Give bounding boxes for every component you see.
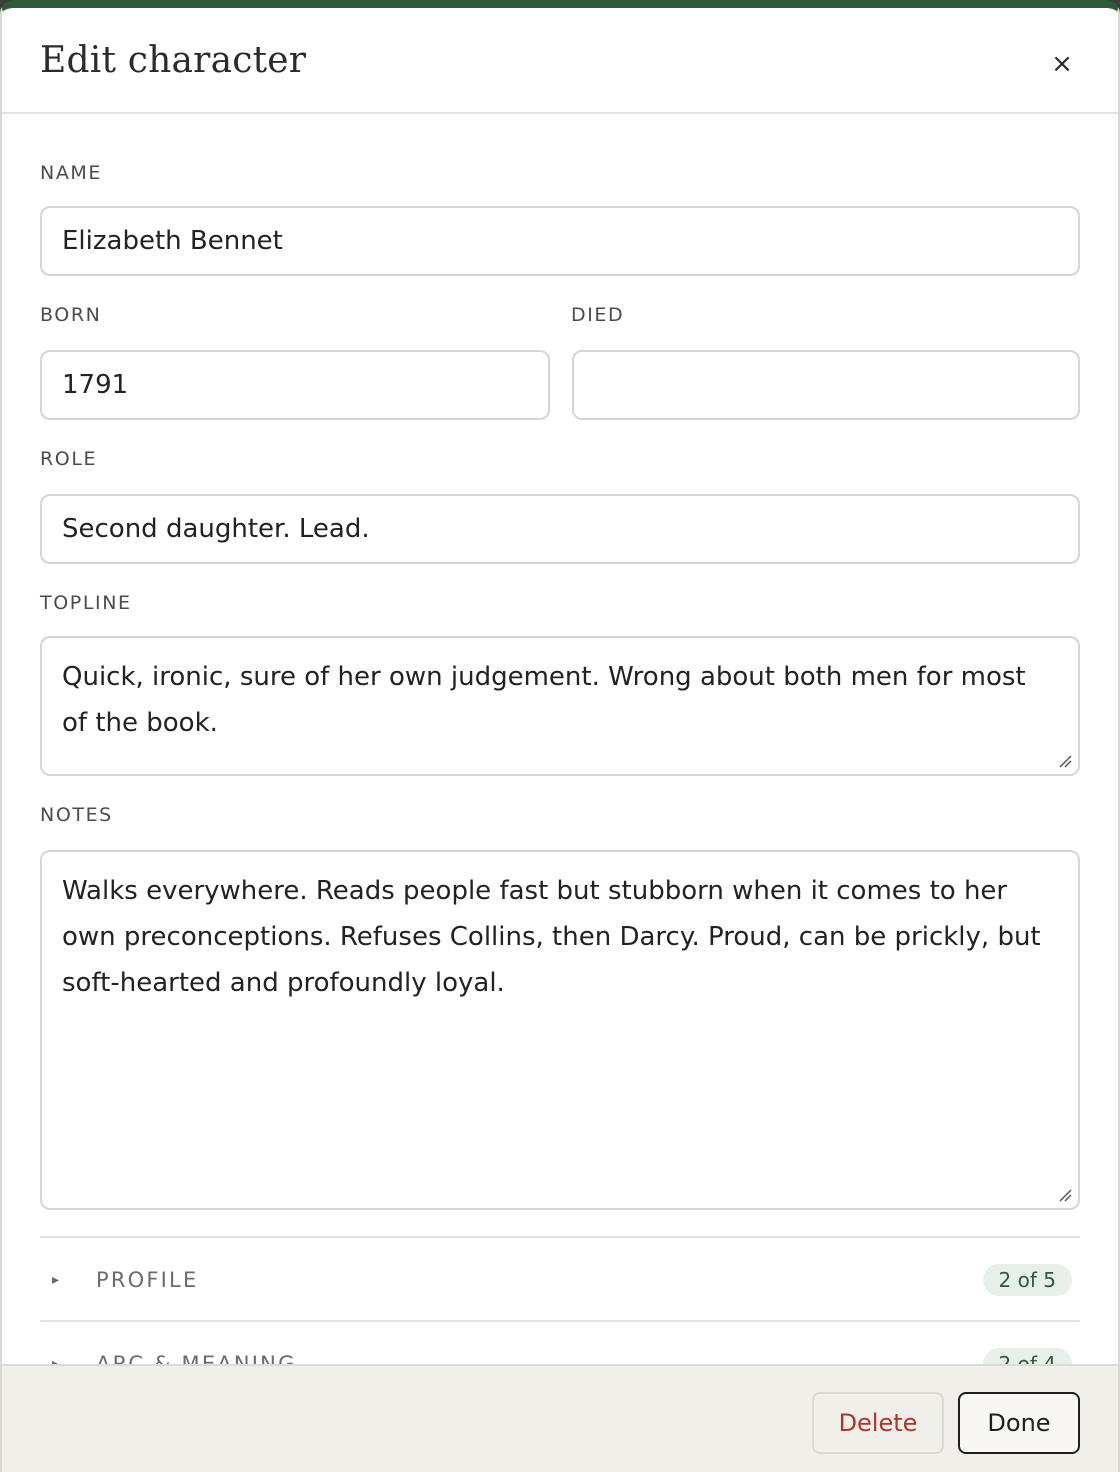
topline-label: TOPLINE	[40, 592, 132, 614]
caret-right-icon: ▸	[52, 1272, 60, 1288]
died-label: DIED	[571, 304, 625, 326]
born-input[interactable]	[40, 350, 550, 420]
delete-button[interactable]: Delete	[812, 1392, 944, 1454]
dialog-footer	[2, 1364, 1118, 1472]
section-count-badge: 2 of 5	[983, 1264, 1072, 1296]
section-profile[interactable]	[40, 1238, 1080, 1322]
role-label: ROLE	[40, 448, 98, 470]
resize-grip-icon[interactable]	[1058, 1188, 1072, 1202]
notes-label: NOTES	[40, 804, 113, 826]
close-icon[interactable]: ×	[1051, 49, 1073, 79]
role-value: Second daughter. Lead.	[62, 514, 370, 544]
died-input[interactable]	[572, 350, 1080, 420]
dialog-title: Edit character	[40, 40, 307, 81]
name-input[interactable]	[40, 206, 1080, 276]
role-input[interactable]	[40, 494, 1080, 564]
topline-textarea[interactable]	[40, 636, 1080, 776]
notes-textarea[interactable]	[40, 850, 1080, 1210]
born-label: BORN	[40, 304, 102, 326]
done-button[interactable]: Done	[958, 1392, 1080, 1454]
dialog-header	[2, 8, 1118, 114]
name-value: Elizabeth Bennet	[62, 226, 283, 256]
section-label: PROFILE	[96, 1268, 199, 1292]
notes-value: Walks everywhere. Reads people fast but stubborn when it comes to her own preconceptions. Refuses Collins, then Darcy. Proud, can be prickly, but soft-hearted and profoundly loyal.	[62, 876, 1041, 998]
born-value: 1791	[62, 370, 129, 400]
name-label: NAME	[40, 162, 103, 184]
resize-grip-icon[interactable]	[1058, 754, 1072, 768]
topline-value: Quick, ironic, sure of her own judgement. Wrong about both men for most of the book.	[62, 662, 1026, 738]
